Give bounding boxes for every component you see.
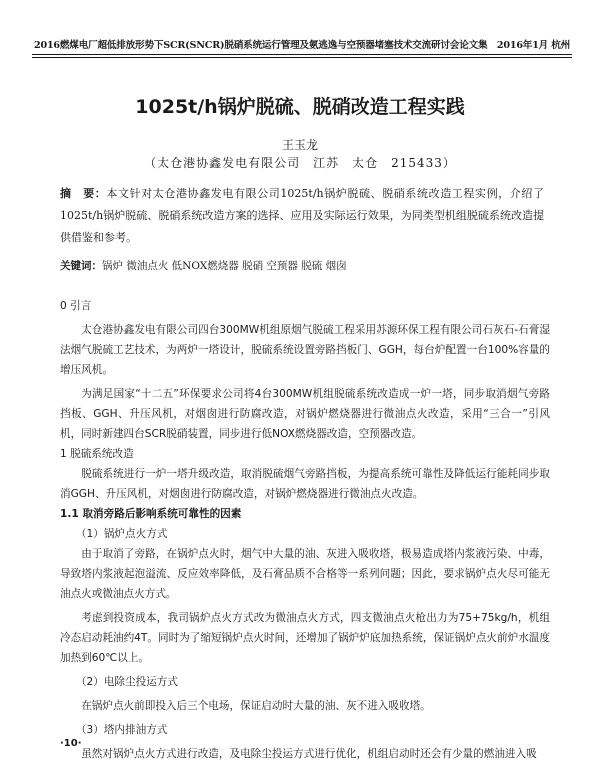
- page-number: ·10·: [60, 738, 82, 749]
- item-heading-1: （1）锅炉点火方式: [75, 528, 168, 540]
- keywords-text: 锅炉 微油点火 低NOX燃烧器 脱硝 空预器 脱硫 烟囱: [102, 260, 347, 272]
- article-title: 1025t/h锅炉脱硫、脱硝改造工程实践: [135, 96, 465, 118]
- keywords-label: 关键词：: [60, 260, 102, 272]
- article-author: 王玉龙: [281, 138, 318, 152]
- paragraph-intro-1: 太仓港协鑫发电有限公司四台300MW机组原烟气脱硫工程采用苏源环保工程有限公司石灰石-石膏湿法烟气脱硫工艺技术，为两炉一塔设计，脱硫系统设置旁路挡板门、GGH，每台炉配置一台100%容量的增压风机。: [60, 324, 550, 376]
- running-header-left: 2016燃煤电厂超低排放形势下SCR(SNCR)脱硝系统运行管理及氨逃逸与空预器堵塞技术交流研讨会论文集: [34, 40, 488, 51]
- item-heading-3: （3）塔内排油方式: [75, 724, 168, 736]
- paragraph-item1-1: 由于取消了旁路，在锅炉点火时，烟气中大量的油、灰进入吸收塔，极易造成塔内浆液污染、中毒，导致塔内浆液起泡溢流、反应效率降低，及石膏品质不合格等一系列问题；因此，要求锅炉点火尽可能无油点火或微油点火方式。: [60, 548, 550, 600]
- abstract: [60, 183, 544, 249]
- article-affiliation: （太仓港协鑫发电有限公司 江苏 太仓 215433）: [144, 156, 456, 170]
- running-header-right: 2016年1月 杭州: [496, 40, 570, 51]
- item-heading-2: （2）电除尘投运方式: [75, 676, 178, 688]
- header-rule-thin: [32, 57, 572, 58]
- paragraph-s1-1: 脱硫系统进行一炉一塔升级改造，取消脱硫烟气旁路挡板，为提高系统可靠性及降低运行能耗同步取消GGH、升压风机，对烟囱进行防腐改造，对锅炉燃烧器进行微油点火改造。: [60, 468, 550, 500]
- section-heading-intro: 0 引言: [60, 300, 92, 312]
- article-body: [60, 296, 550, 764]
- running-header: [34, 37, 570, 51]
- header-rule: [32, 54, 572, 55]
- keywords: [60, 258, 544, 273]
- paragraph-item3-1: 虽然对锅炉点火方式进行改造，及电除尘投运方式进行优化，机组启动时还会有少量的燃油进入吸: [81, 748, 537, 760]
- paragraph-item1-2: 考虑到投资成本，我司锅炉点火方式改为微油点火方式，四支微油点火枪出力为75+75kg/h，机组冷态启动耗油约4T。同时为了缩短锅炉点火时间，还增加了锅炉炉底加热系统，保证锅炉点火前炉水温度加热到60℃以上。: [60, 612, 550, 664]
- paragraph-intro-2: 为满足国家“十二五”环保要求公司将4台300MW机组脱硫系统改造成一炉一塔，同步取消烟气旁路挡板、GGH、升压风机，对烟囱进行防腐改造，对锅炉燃烧器进行微油点火改造，采用“三合一”引风机，同时新建四台SCR脱硝装置，同步进行低NOX燃烧器改造，空预器改造。: [60, 388, 550, 440]
- abstract-text: 本文针对太仓港协鑫发电有限公司1025t/h锅炉脱硫、脱硝系统改造工程实例，介绍了1025t/h锅炉脱硫、脱硝系统改造方案的选择、应用及实际运行效果，为同类型机组脱硫系统改造提供借鉴和参考。: [60, 187, 545, 244]
- subsection-heading-1-1: 1.1 取消旁路后影响系统可靠性的因素: [60, 508, 242, 520]
- paragraph-item2-1: 在锅炉点火前即投入后三个电场，保证启动时大量的油、灰不进入吸收塔。: [81, 700, 431, 712]
- abstract-label: 摘 要：: [60, 187, 107, 200]
- section-heading-1: 1 脱硫系统改造: [60, 448, 134, 460]
